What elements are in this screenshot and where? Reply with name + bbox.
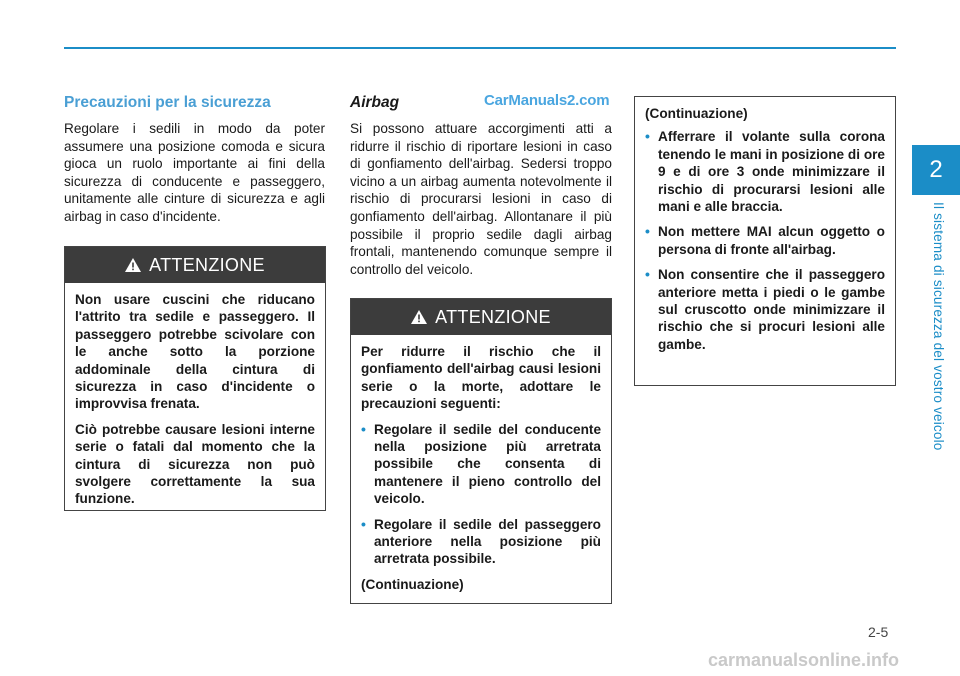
warning-triangle-icon [411, 310, 427, 324]
chapter-title: Il sistema di sicurezza del vostro veicolo [931, 202, 946, 451]
section-heading-safety: Precauzioni per la sicurezza [64, 94, 271, 111]
continuation-box [634, 96, 896, 386]
footer-watermark: carmanualsonline.info [708, 650, 900, 670]
list-item: • Non consentire che il passeggero anteriore metta i piedi o le gambe sul cruscotto onde minimizzare il rischio che si procuri lesioni alle gambe. [645, 266, 885, 352]
watermark-link[interactable]: CarManuals2.com [484, 92, 610, 109]
warning-box-cushions [64, 246, 326, 511]
page-number: 2-5 [868, 624, 889, 640]
continued-label: (Continuazione) [361, 576, 464, 592]
warning-paragraph: Non usare cuscini che riducano l'attrito tra sedile e passeggero. Il passeggero potrebbe scivolare con le anche sotto la porzione addominale della cintura di sicurezza in caso d'incidente o improvvisa frenata. [75, 292, 315, 412]
list-item: • Regolare il sedile del conducente nella posizione più arretrata possibile che consenta di mantenere il pieno controllo del veicolo. [361, 420, 601, 507]
continued-label: (Continuazione) [645, 106, 748, 121]
bullet-icon: • [645, 266, 650, 283]
safety-body-text: Regolare i sedili in modo da poter assumere una posizione comoda e sicura gioca un ruolo importante ai fini della sicurezza di conducente e passeggero, unitamente alle cinture di sicurezza e agli airbag in caso d'incidente. [64, 121, 325, 224]
list-item: • Non mettere MAI alcun oggetto o persona di fronte all'airbag. [645, 223, 885, 257]
warning-title: ATTENZIONE [149, 254, 265, 275]
warning-header [351, 299, 611, 335]
warning-title: ATTENZIONE [435, 306, 551, 327]
warning-intro: Per ridurre il rischio che il gonfiamento dell'airbag causi lesioni serie o la morte, adottare le precauzioni seguenti: [361, 344, 601, 412]
bullet-icon: • [645, 223, 650, 240]
bullet-icon: • [645, 128, 650, 145]
header-rule [64, 47, 896, 49]
warning-triangle-icon [125, 258, 141, 272]
chapter-number-tab: 2 [912, 145, 960, 195]
airbag-body-text: Si possono attuare accorgimenti atti a ridurre il rischio di riportare lesioni in caso di gonfiamento dell'airbag. Sedersi troppo vicino a un airbag aumenta notevolmente il rischio di procurarsi lesioni in caso di gonfiamento dell'airbag. Allontanare il più possibile il proprio sedile dagli airbag frontali, mantenendo comunque sempre il controllo del veicolo. [350, 121, 612, 277]
warning-box-airbag [350, 298, 612, 604]
warning-header [65, 247, 325, 283]
section-heading-airbag: Airbag [350, 94, 400, 111]
list-item: • Regolare il sedile del passeggero anteriore nella posizione più arretrata possibile. [361, 515, 601, 567]
bullet-icon: • [361, 420, 366, 437]
bullet-icon: • [361, 515, 366, 532]
list-item: • Afferrare il volante sulla corona tenendo le mani in posizione di ore 9 e di ore 3 onde minimizzare il rischio di procurarsi lesioni alle mani e alle braccia. [645, 128, 885, 215]
warning-paragraph: Ciò potrebbe causare lesioni interne serie o fatali dal momento che la cintura di sicurezza non può svolgere correttamente la sua funzione. [75, 421, 315, 507]
